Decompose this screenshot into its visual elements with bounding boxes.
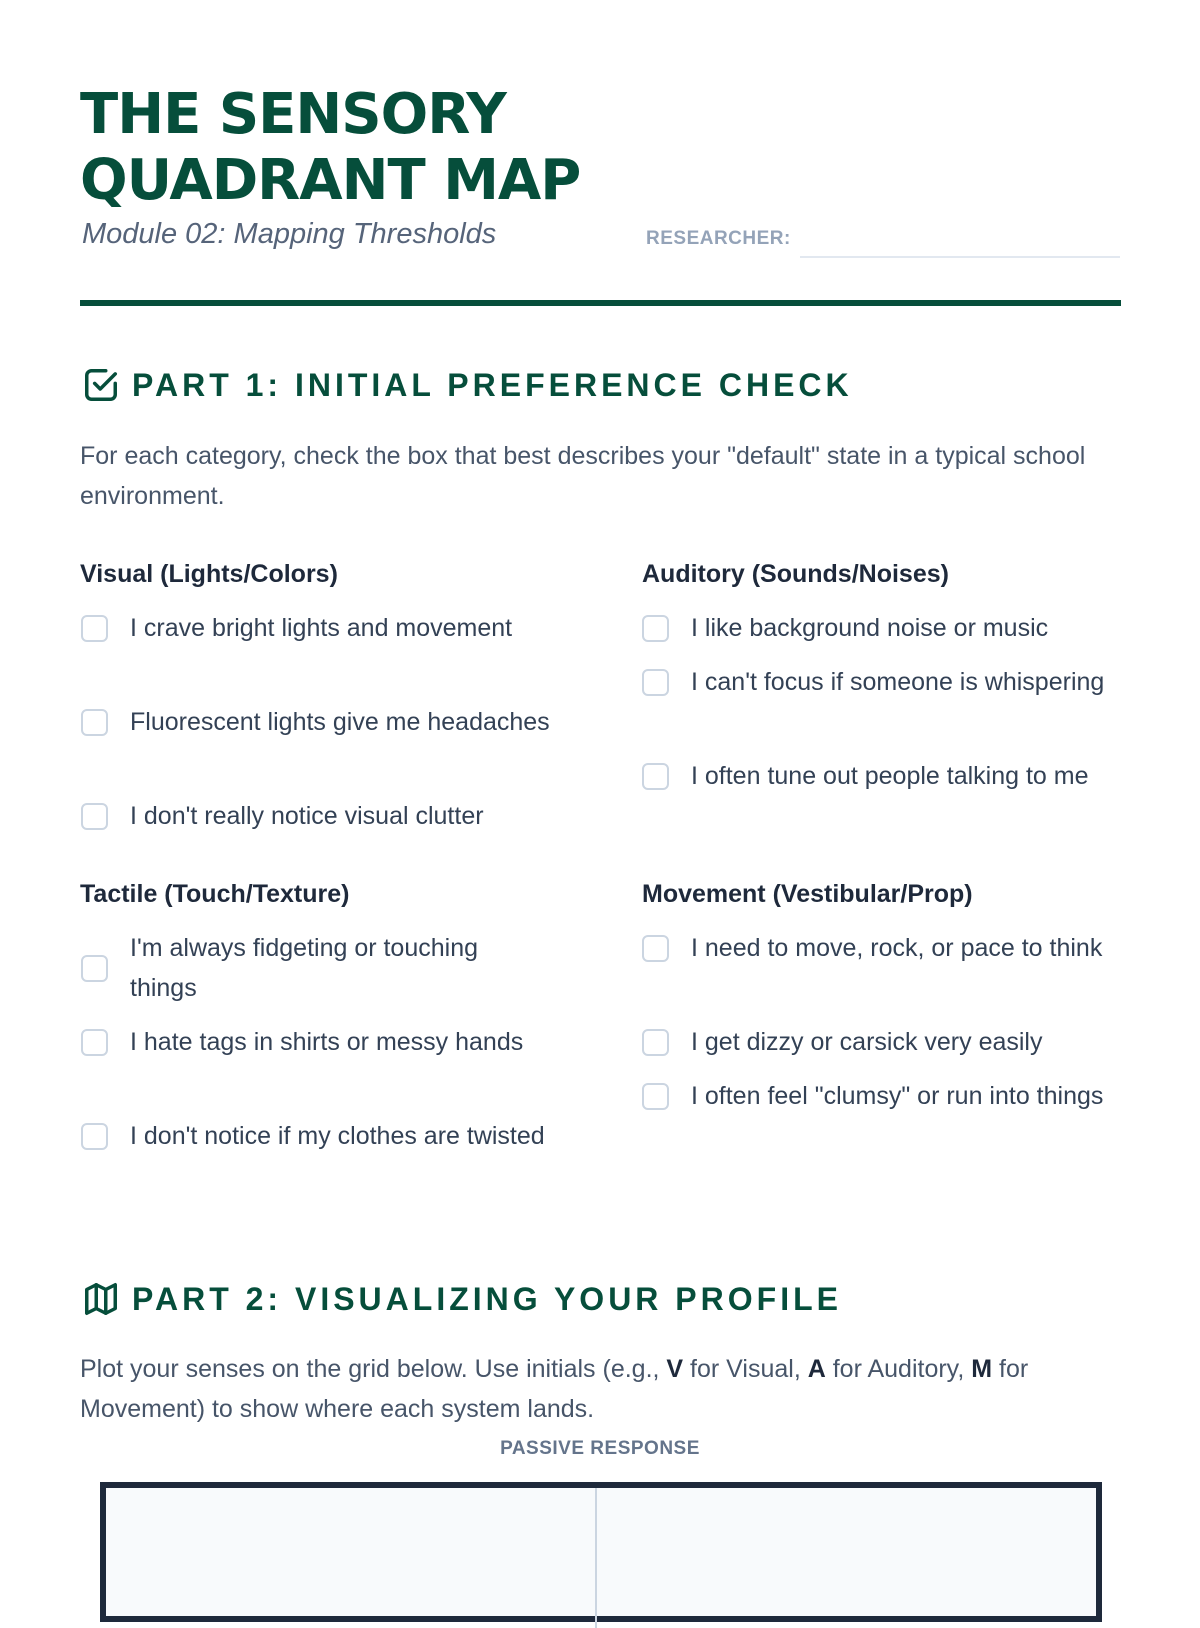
option-auditory-2[interactable]: I can't focus if someone is whispering <box>642 662 1111 702</box>
researcher-name-field[interactable] <box>800 256 1120 258</box>
part2-title: PART 2: VISUALIZING YOUR PROFILE <box>132 1280 842 1317</box>
checkbox[interactable] <box>81 803 108 830</box>
option-tactile-3[interactable]: I don't notice if my clothes are twisted <box>81 1116 550 1156</box>
option-movement-1[interactable]: I need to move, rock, or pace to think <box>642 928 1111 968</box>
option-visual-2[interactable]: Fluorescent lights give me headaches <box>81 702 550 742</box>
checkbox[interactable] <box>81 709 108 736</box>
map-icon <box>82 1280 120 1318</box>
checkbox[interactable] <box>642 935 669 962</box>
page-subtitle: Module 02: Mapping Thresholds <box>82 218 497 250</box>
part2-intro: Plot your senses on the grid below. Use initials (e.g., V for Visual, A for Auditory, M for Movement) to show where each system lands. <box>80 1355 1029 1423</box>
checkbox[interactable] <box>81 955 108 982</box>
checkbox[interactable] <box>81 615 108 642</box>
category-tactile: Tactile (Touch/Texture) <box>80 880 350 908</box>
category-visual: Visual (Lights/Colors) <box>80 560 338 588</box>
grid-top-axis-label: PASSIVE RESPONSE <box>500 1438 700 1459</box>
category-auditory: Auditory (Sounds/Noises) <box>642 560 949 588</box>
category-movement: Movement (Vestibular/Prop) <box>642 880 973 908</box>
checkbox[interactable] <box>642 669 669 696</box>
checkbox[interactable] <box>81 1123 108 1150</box>
checkbox[interactable] <box>642 615 669 642</box>
header-divider <box>80 300 1121 306</box>
part1-heading <box>82 366 853 404</box>
option-tactile-2[interactable]: I hate tags in shirts or messy hands <box>81 1022 550 1062</box>
checkbox[interactable] <box>642 1083 669 1110</box>
checkbox[interactable] <box>642 1029 669 1056</box>
quadrant-grid[interactable] <box>100 1482 1102 1622</box>
option-movement-2[interactable]: I get dizzy or carsick very easily <box>642 1022 1151 1062</box>
part2-heading <box>82 1280 842 1318</box>
part1-intro: For each category, check the box that best describes your "default" state in a typical school environment. <box>80 442 1086 510</box>
checkbox-check-icon <box>82 366 120 404</box>
page-title: THE SENSORY QUADRANT MAP <box>80 82 581 213</box>
option-auditory-3[interactable]: I often tune out people talking to me <box>642 756 1111 796</box>
option-tactile-1[interactable]: I'm always fidgeting or touching things <box>81 928 550 1008</box>
option-visual-3[interactable]: I don't really notice visual clutter <box>81 796 590 836</box>
option-auditory-1[interactable]: I like background noise or music <box>642 608 1151 648</box>
option-movement-3[interactable]: I often feel "clumsy" or run into things <box>642 1076 1111 1116</box>
checkbox[interactable] <box>642 763 669 790</box>
checkbox[interactable] <box>81 1029 108 1056</box>
option-visual-1[interactable]: I crave bright lights and movement <box>81 608 550 648</box>
quadrant-vertical-divider <box>595 1488 597 1628</box>
part1-title: PART 1: INITIAL PREFERENCE CHECK <box>132 366 853 403</box>
researcher-label: RESEARCHER: <box>646 228 791 249</box>
